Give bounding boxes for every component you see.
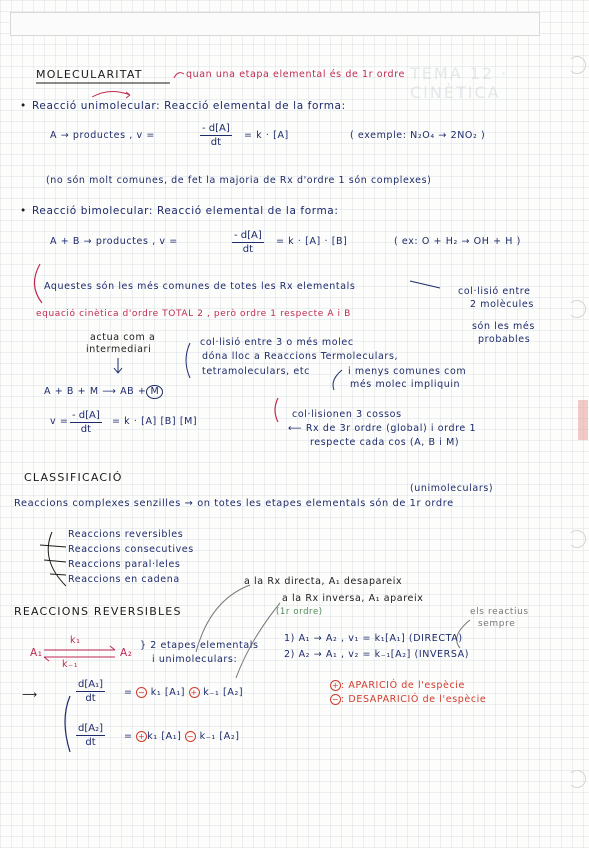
bimolecular-label: Reacció bimolecular: Reacció elemental de la forma:: [32, 205, 339, 217]
minus-circle: −: [331, 695, 340, 704]
eq-text: k₋₁ [A₂]: [199, 687, 244, 698]
direct-note: a la Rx directa, A₁ desapareix: [244, 576, 403, 587]
eq2-fraction: [76, 723, 105, 748]
legend-text: : APARICIÓ de l'espècie: [341, 680, 465, 691]
bimolecular-note: Aquestes són les més comunes de totes les Rx elementals: [44, 281, 356, 292]
fraction-numerator: - d[A]: [234, 230, 262, 241]
fraction-numerator: - d[A]: [202, 123, 230, 134]
eq1-rhs: [124, 687, 243, 698]
fraction-denominator: dt: [85, 693, 96, 704]
fraction-denominator: dt: [80, 424, 92, 435]
unimolecular-fraction: [200, 123, 232, 148]
termolecular-text: i menys comunes com: [348, 366, 467, 377]
top-bar: [10, 12, 540, 36]
classificacio-unimol: (unimoleculars): [410, 483, 494, 494]
fraction-numerator: d[A₁]: [78, 679, 103, 690]
step-inverse: 2) A₂ → A₁ , v₂ = k₋₁[A₂] (INVERSA): [284, 649, 470, 660]
collision-note: col·lisionen 3 cossos: [292, 409, 402, 420]
intermediate-note: actua com a: [90, 332, 156, 343]
intermediate-note: intermediari: [86, 344, 152, 355]
type-cadena: Reaccions en cadena: [68, 574, 180, 585]
bimolecular-rhs: = k · [A] · [B]: [276, 236, 348, 247]
bimolecular-lhs: A + B → productes , v =: [50, 236, 178, 247]
binder-hole: [568, 770, 586, 788]
eq-text: =: [124, 731, 137, 742]
collision-note: ⟵ Rx de 3r ordre (global) i ordre 1: [288, 423, 477, 434]
minus-circle: −: [186, 732, 195, 741]
eq-text: k₋₁ [A₂]: [196, 731, 240, 742]
eq2-rhs: [124, 731, 240, 742]
bimolecular-side: són les més: [472, 321, 535, 332]
termolecular-text: col·lisió entre 3 o més molec: [200, 337, 354, 348]
reaction-text: A + B + M ⟶ AB +: [44, 386, 147, 397]
legend-text: : DESAPARICIÓ de l'espècie: [341, 694, 487, 705]
termolecular-text: dóna lloc a Reaccions Termoleculars,: [202, 351, 399, 362]
termolecular-text: tetramoleculars, etc: [202, 366, 310, 377]
binder-hole: [568, 56, 586, 74]
etapes-note: i unimoleculars:: [152, 654, 238, 665]
fraction-denominator: dt: [85, 737, 96, 748]
implies-arrow: ⟶: [22, 689, 38, 701]
plus-circle: +: [331, 681, 340, 690]
type-paralleles: Reaccions paral·leles: [68, 559, 181, 570]
plus-circle: +: [138, 732, 146, 741]
unimolecular-label: Reacció unimolecular: Reacció elemental de la forma:: [32, 100, 346, 112]
eq1-fraction: [76, 679, 105, 704]
classificacio-title: CLASSIFICACIÓ: [24, 471, 123, 484]
unimolecular-rhs: = k · [A]: [244, 130, 289, 141]
sempre-note: sempre: [478, 619, 516, 629]
unimolecular-lhs: A → productes , v =: [50, 130, 155, 141]
termolecular-text: més molec impliquin: [350, 379, 461, 390]
species-a1: A₁: [30, 647, 43, 659]
binder-hole: [568, 530, 586, 548]
fraction-numerator: - d[A]: [72, 410, 100, 421]
bimolecular-example: ( ex: O + H₂ → OH + H ): [394, 236, 521, 247]
reactius-note: els reactius: [470, 607, 529, 617]
termolecular-rate-rhs: = k · [A] [B] [M]: [112, 416, 198, 427]
bimolecular-order-note: equació cinètica d'ordre TOTAL 2 , però ordre 1 respecte A i B: [36, 309, 351, 319]
bimolecular-side: col·lisió entre: [458, 286, 531, 297]
type-consecutives: Reaccions consecutives: [68, 544, 194, 555]
watermark-text: TEMA 12 · CINÈTICA: [410, 64, 509, 102]
eq-text: k₁ [A₁]: [147, 731, 186, 742]
termolecular-rate-lhs: v =: [50, 416, 69, 427]
collision-note: respecte cada cos (A, B i M): [310, 437, 460, 448]
inverse-note: a la Rx inversa, A₁ apareix: [282, 593, 424, 604]
eq-text: =: [124, 687, 137, 698]
legend-minus: [330, 694, 486, 705]
bimolecular-side: 2 molècules: [470, 299, 534, 310]
unimolecular-example: ( exemple: N₂O₄ → 2NO₂ ): [350, 130, 486, 141]
rate-constant-km1: k₋₁: [62, 659, 79, 670]
molecularitat-title: MOLECULARITAT: [36, 68, 143, 81]
bimolecular-fraction: [232, 230, 264, 255]
termolecular-reaction: [44, 385, 163, 399]
order-note: (1r ordre): [276, 607, 323, 617]
legend-plus: [330, 680, 465, 691]
fraction-denominator: dt: [242, 244, 254, 255]
step-direct: 1) A₁ → A₂ , v₁ = k₁[A₁] (DIRECTA): [284, 633, 463, 644]
intermediate-m: M: [146, 385, 163, 399]
molecularitat-note: quan una etapa elemental és de 1r ordre: [186, 69, 405, 80]
etapes-note: } 2 etapes elementals: [140, 640, 259, 651]
type-reversibles: Reaccions reversibles: [68, 529, 184, 540]
bimolecular-side: probables: [478, 334, 531, 345]
reversibles-title: REACCIONS REVERSIBLES: [14, 605, 182, 618]
classificacio-complex: Reaccions complexes senzilles → on totes les etapes elementals són de 1r ordre: [14, 498, 454, 509]
binder-hole: [568, 300, 586, 318]
fraction-denominator: dt: [210, 137, 222, 148]
plus-circle: +: [190, 688, 198, 697]
unimolecular-note: (no són molt comunes, de fet la majoria de Rx d'ordre 1 són complexes): [46, 175, 432, 186]
bullet: •: [20, 205, 27, 217]
minus-circle: −: [138, 688, 146, 697]
fraction-numerator: d[A₂]: [78, 723, 103, 734]
termolecular-fraction: [70, 410, 102, 435]
bullet: •: [20, 100, 27, 112]
eq-text: k₁ [A₁]: [147, 687, 189, 698]
side-watermark: [578, 400, 588, 440]
rate-constant-k1: k₁: [70, 635, 81, 646]
species-a2: A₂: [120, 647, 133, 659]
